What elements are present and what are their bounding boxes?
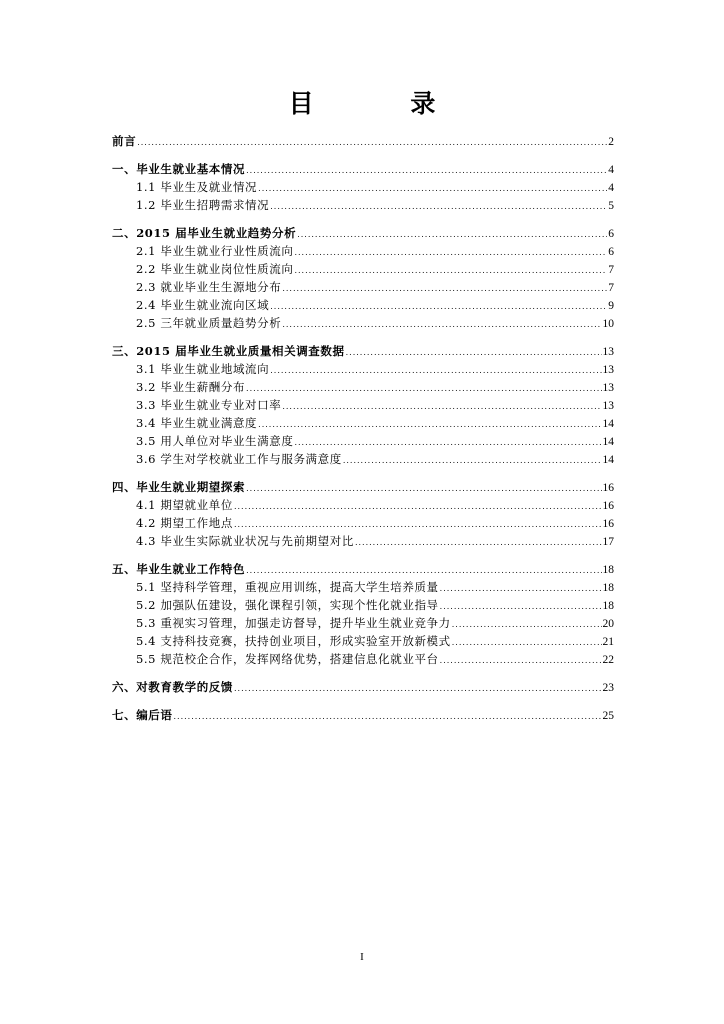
toc-entry-label: 5.5 规范校企合作，发挥网络优势，搭建信息化就业平台 [136,652,439,666]
toc-entry[interactable] [136,260,614,278]
toc-entry-page-number: 18 [602,582,614,594]
toc-entry-page-number: 23 [602,682,614,694]
toc-entry[interactable] [136,432,614,450]
toc-entry-page-number: 18 [602,564,614,576]
toc-entry-label: 3.2 毕业生薪酬分布 [136,380,246,394]
toc-entry-page-number: 21 [602,636,614,648]
toc-entry[interactable] [136,242,614,260]
toc-entry-page-number: 9 [608,300,614,312]
toc-entry[interactable] [136,314,614,332]
toc-entry-page-number: 14 [602,454,614,466]
toc-dot-leader [270,198,607,216]
toc-entry-page-number: 5 [608,200,614,212]
toc-dot-leader [234,680,602,698]
toc-entry[interactable] [112,678,614,696]
toc-entry-page-number: 6 [608,228,614,240]
toc-entry-page-number: 20 [602,618,614,630]
toc-entry-label: 2.1 毕业生就业行业性质流向 [136,244,294,258]
toc-entry[interactable] [136,296,614,314]
toc-entry-label: 前言 [112,134,137,148]
toc-entry-page-number: 18 [602,600,614,612]
toc-entry[interactable] [136,496,614,514]
toc-entry[interactable] [112,342,614,360]
toc-entry[interactable] [136,196,614,214]
toc-entry-label: 三、2015 届毕业生就业质量相关调查数据 [112,344,345,358]
toc-entry-label: 3.1 毕业生就业地域流向 [136,362,270,376]
toc-dot-leader [440,652,602,670]
toc-entry[interactable] [136,632,614,650]
toc-entry-label: 4.3 毕业生实际就业状况与先前期望对比 [136,534,354,548]
toc-entry-page-number: 6 [608,246,614,258]
toc-entry-label: 5.4 支持科技竞赛，扶持创业项目，形成实验室开放新模式 [136,634,451,648]
toc-entry[interactable] [112,706,614,724]
toc-entry-label: 1.2 毕业生招聘需求情况 [136,198,270,212]
toc-dot-leader [355,534,602,552]
toc-entry[interactable] [112,478,614,496]
toc-entry-label: 4.1 期望就业单位 [136,498,233,512]
toc-entry-page-number: 17 [602,536,614,548]
toc-entry-page-number: 13 [602,364,614,376]
toc-entry-label: 5.3 重视实习管理，加强走访督导，提升毕业生就业竞争力 [136,616,451,630]
toc-entry-page-number: 16 [602,500,614,512]
toc-entry[interactable] [136,360,614,378]
toc-entry-label: 一、毕业生就业基本情况 [112,162,246,176]
toc-entry-label: 5.1 坚持科学管理，重视应用训练，提高大学生培养质量 [136,580,439,594]
toc-entry-label: 2.3 就业毕业生生源地分布 [136,280,282,294]
toc-entry-page-number: 14 [602,418,614,430]
toc-entry-page-number: 10 [602,318,614,330]
toc-entry[interactable] [136,578,614,596]
toc-entry-label: 七、编后语 [112,708,173,722]
toc-entry[interactable] [136,178,614,196]
toc-entry-label: 3.4 毕业生就业满意度 [136,416,258,430]
toc-entry[interactable] [136,378,614,396]
toc-entry-page-number: 2 [608,136,614,148]
toc-entry-label: 5.2 加强队伍建设，强化课程引领，实现个性化就业指导 [136,598,439,612]
page-title: 目 录 [288,89,480,118]
toc-entry-label: 六、对教育教学的反馈 [112,680,233,694]
toc-entry-label: 四、毕业生就业期望探索 [112,480,246,494]
toc-entry-page-number: 4 [608,182,614,194]
toc-entry-label: 4.2 期望工作地点 [136,516,233,530]
toc-entry[interactable] [112,560,614,578]
toc-entry[interactable] [112,224,614,242]
toc-entry-page-number: 13 [602,382,614,394]
toc-entry[interactable] [136,278,614,296]
toc-entry-page-number: 4 [608,164,614,176]
toc-entry-page-number: 25 [602,710,614,722]
toc-entry[interactable] [136,396,614,414]
toc-dot-leader [174,708,602,726]
toc-entry[interactable] [112,132,614,150]
toc-entry[interactable] [136,596,614,614]
toc-entry-label: 3.5 用人单位对毕业生满意度 [136,434,294,448]
toc-entry-page-number: 14 [602,436,614,448]
toc-entry-label: 2.5 三年就业质量趋势分析 [136,316,282,330]
toc-entry-label: 2.4 毕业生就业流向区域 [136,298,270,312]
toc-entry[interactable] [112,160,614,178]
toc-dot-leader [137,134,607,152]
toc-entry-page-number: 16 [602,482,614,494]
toc-entry-page-number: 22 [602,654,614,666]
toc-entry[interactable] [136,650,614,668]
toc-entry-label: 3.3 毕业生就业专业对口率 [136,398,282,412]
toc-entry[interactable] [136,514,614,532]
toc-dot-leader [282,316,601,334]
toc-entry[interactable] [136,414,614,432]
toc-entry-label: 2.2 毕业生就业岗位性质流向 [136,262,294,276]
toc-entry[interactable] [136,532,614,550]
toc-entry-label: 五、毕业生就业工作特色 [112,562,246,576]
toc-entry-page-number: 13 [602,400,614,412]
toc-entry-page-number: 16 [602,518,614,530]
toc-entry[interactable] [136,614,614,632]
toc-entry-page-number: 7 [608,264,614,276]
toc-entry[interactable] [136,450,614,468]
toc-entry-page-number: 13 [602,346,614,358]
toc-entry-label: 二、2015 届毕业生就业趋势分析 [112,226,297,240]
toc-dot-leader [343,452,602,470]
toc-entry-label: 3.6 学生对学校就业工作与服务满意度 [136,452,342,466]
toc-entry-label: 1.1 毕业生及就业情况 [136,180,258,194]
toc-entry-page-number: 7 [608,282,614,294]
footer-page-number: I [360,951,364,963]
